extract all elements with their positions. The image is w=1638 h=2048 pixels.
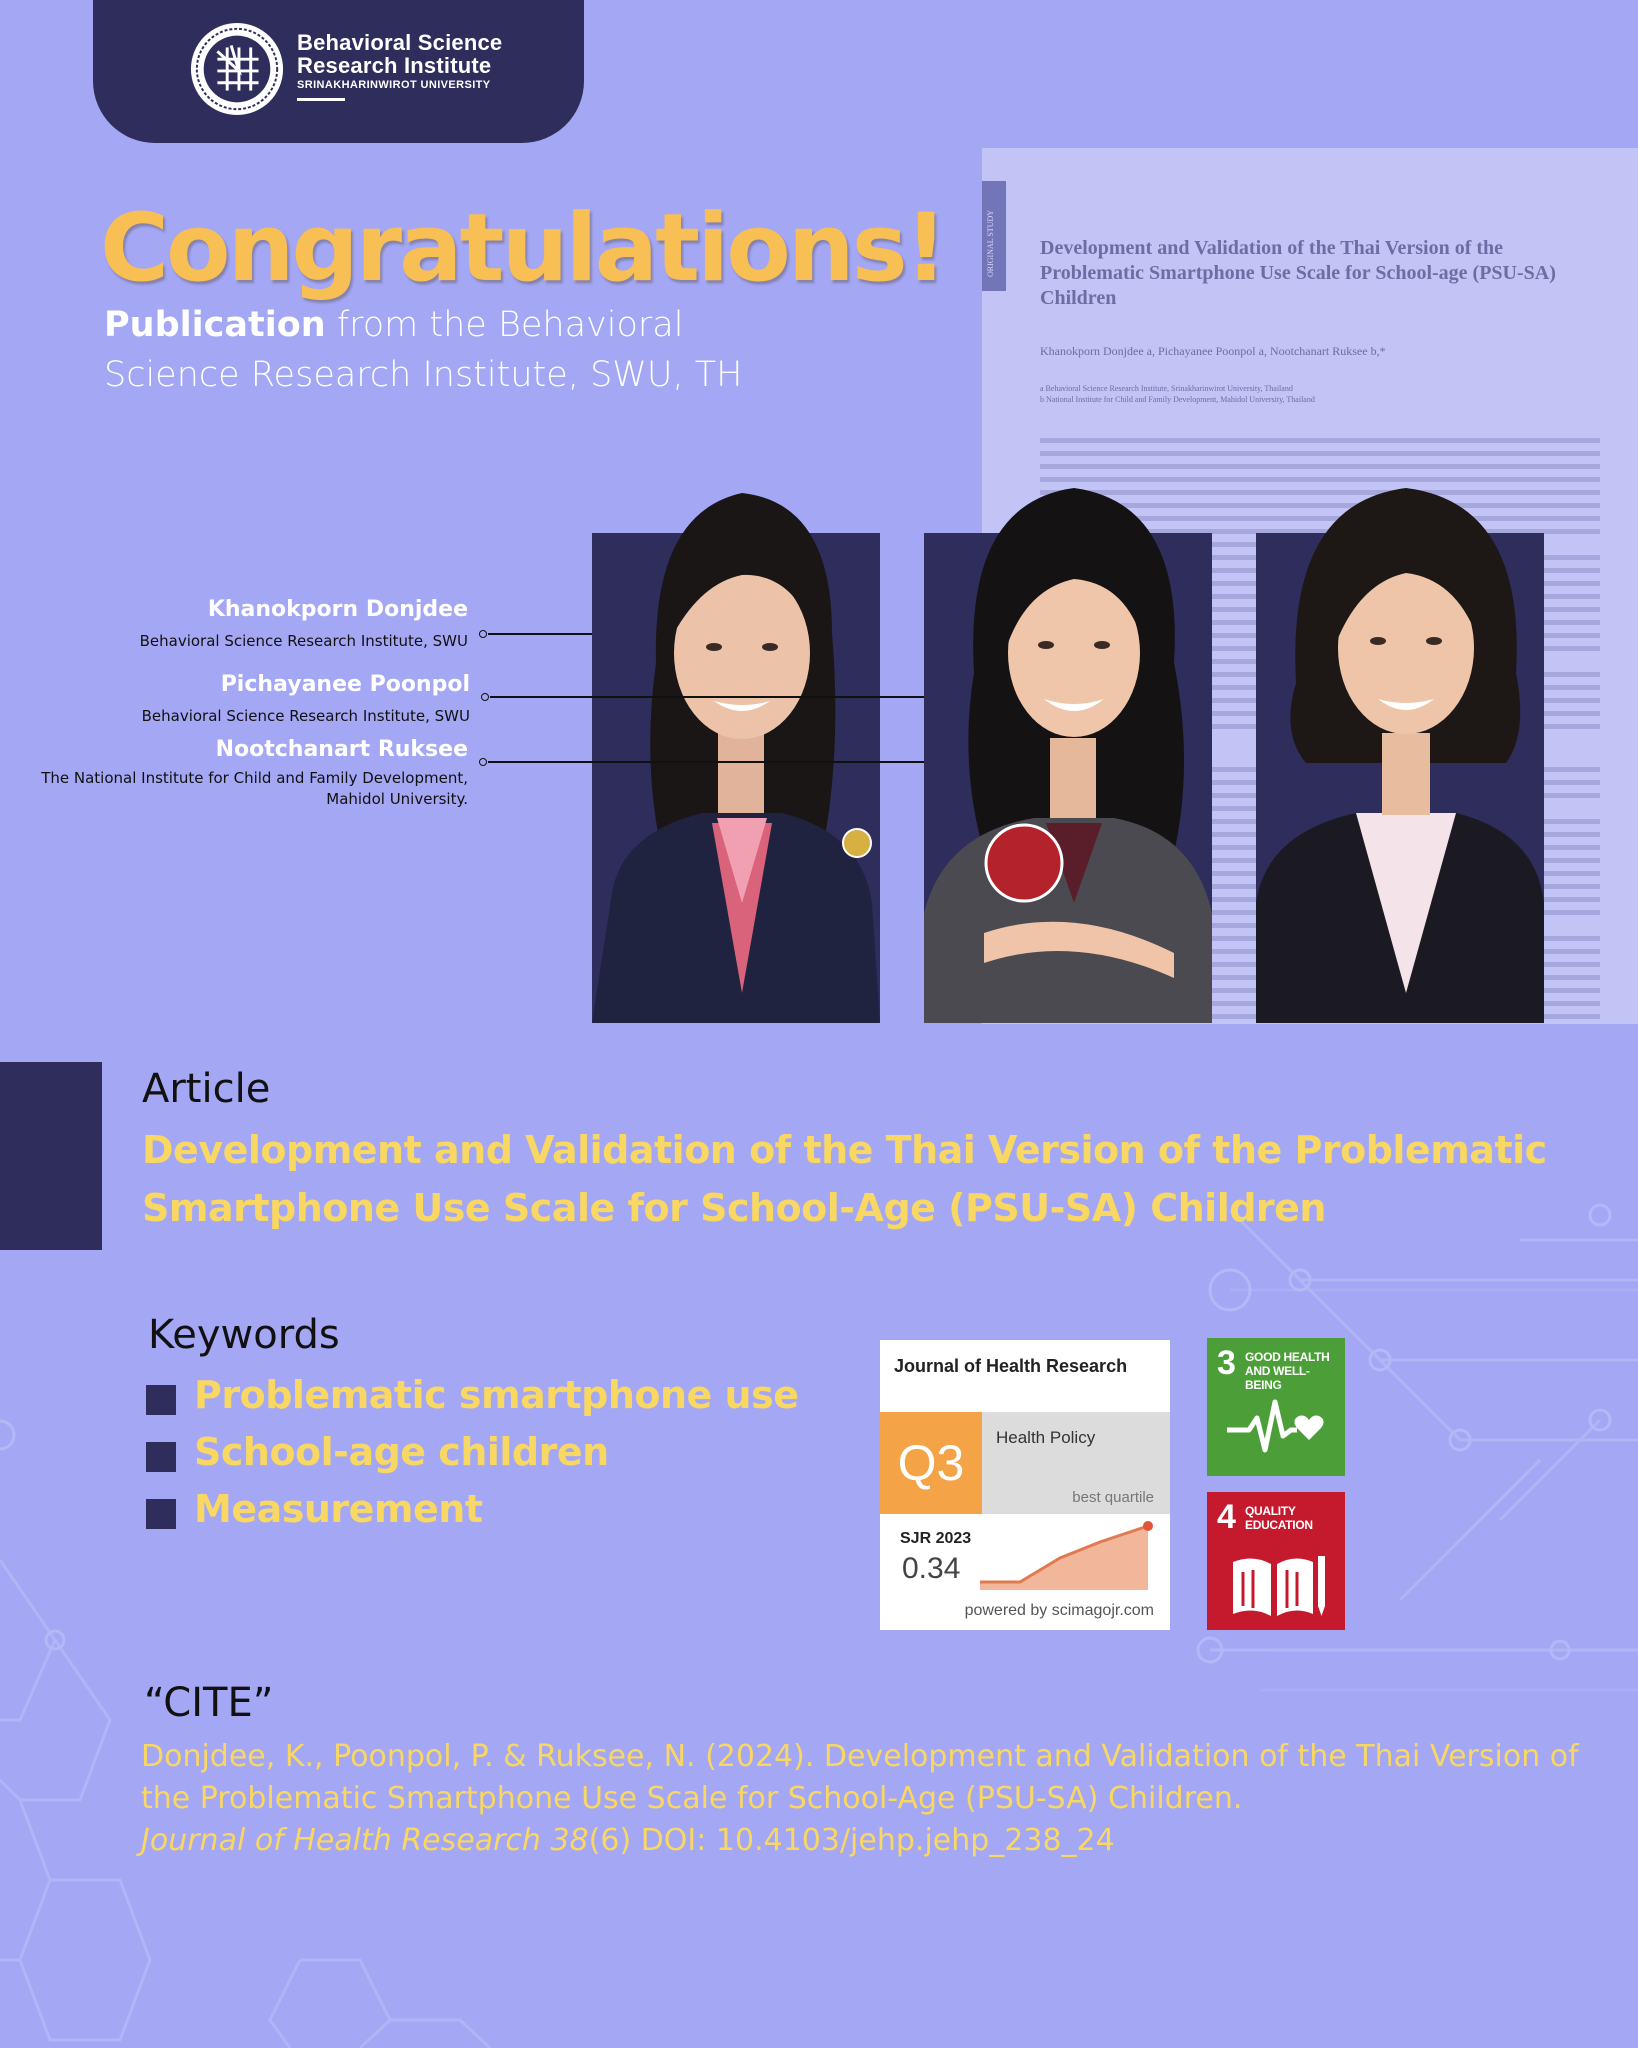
connector-line-1 <box>488 633 592 635</box>
author-name-3: Nootchanart Ruksee <box>215 737 468 762</box>
book-pencil-icon <box>1227 1542 1327 1622</box>
author-affiliation-1: Behavioral Science Research Institute, SWU <box>139 632 468 650</box>
sjr-value: 0.34 <box>902 1552 961 1585</box>
paper-authors: Khanokporn Donjdee a, Pichayanee Poonpol a, Nootchanart Ruksee b,* <box>1040 344 1386 358</box>
sdg-3-number: 3 <box>1217 1344 1236 1382</box>
article-accent-bar <box>0 1062 102 1250</box>
paper-affiliation-b: b National Institute for Child and Family Development, Mahidol University, Thailand <box>1040 395 1315 404</box>
author-photo-khanokporn <box>592 433 880 1023</box>
org-underline <box>297 98 345 101</box>
sdg-3-title: GOOD HEALTH AND WELL-BEING <box>1245 1350 1330 1392</box>
sdg-4-number: 4 <box>1217 1498 1236 1536</box>
sjr-best-quartile-label: best quartile <box>1072 1489 1154 1506</box>
cite-label: “CITE” <box>144 1680 274 1726</box>
sjr-badge <box>880 1340 1170 1630</box>
sjr-category: Health Policy <box>996 1428 1096 1447</box>
sjr-year-label: SJR 2023 <box>900 1530 972 1547</box>
paper-affiliation-a: a Behavioral Science Research Institute, Srinakharinwirot University, Thailand <box>1040 384 1293 393</box>
connector-dot-2 <box>481 693 489 701</box>
heartbeat-icon <box>1227 1388 1327 1468</box>
sjr-quartile-box <box>880 1412 982 1514</box>
sjr-quartile: Q3 <box>897 1435 965 1491</box>
paper-title: Development and Validation of the Thai Version of the Problematic Smartphone Use Scale for School-age (PSU-SA) Children <box>1040 237 1556 309</box>
connector-line-2 <box>490 696 924 698</box>
sdg-4-title: QUALITY EDUCATION <box>1245 1504 1313 1532</box>
subhead-bold: Publication <box>104 305 326 345</box>
sdg-4-tile <box>1207 1492 1345 1630</box>
citation-doi: (6) DOI: 10.4103/jehp.jehp_238_24 <box>588 1823 1115 1858</box>
author-photo-nootchanart <box>1256 433 1544 1023</box>
citation-journal: Journal of Health Research 38 <box>141 1823 589 1858</box>
connector-dot-1 <box>479 630 487 638</box>
author-affiliation-2: Behavioral Science Research Institute, SWU <box>141 707 470 725</box>
org-university: SRINAKHARINWIROT UNIVERSITY <box>297 79 491 91</box>
author-photo-pichayanee <box>924 433 1212 1023</box>
author-name-2: Pichayanee Poonpol <box>220 672 470 697</box>
keyword-bullet <box>146 1442 176 1472</box>
sjr-trend-sparkline <box>980 1518 1156 1590</box>
subhead <box>104 300 804 400</box>
article-label: Article <box>142 1066 271 1112</box>
org-name-line1: Behavioral Science <box>297 30 503 55</box>
paper-sidebar-text: ORIGINAL STUDY <box>986 209 995 277</box>
org-name-line2: Research Institute <box>297 53 492 78</box>
connector-dot-3 <box>479 758 487 766</box>
author-name-1: Khanokporn Donjdee <box>207 597 468 622</box>
keyword-text: School-age children <box>194 1430 609 1474</box>
author-affiliation-3-line2: Mahidol University. <box>326 790 468 808</box>
sjr-powered-by: powered by scimagojr.com <box>964 1602 1154 1619</box>
paper-sidebar <box>982 181 1006 291</box>
author-affiliation-3-line1: The National Institute for Child and Family Development, <box>41 769 468 787</box>
keyword-text: Measurement <box>194 1487 483 1531</box>
subhead-line2: Science Research Institute, SWU, TH <box>104 355 743 395</box>
sdg-3-tile <box>1207 1338 1345 1476</box>
sjr-category-box <box>982 1412 1170 1514</box>
article-title: Development and Validation of the Thai Version of the Problematic Smartphone Use Scale for School-Age (PSU-SA) Children <box>142 1128 1547 1230</box>
subhead-line1: from the Behavioral <box>325 305 684 345</box>
keyword-text: Problematic smartphone use <box>194 1373 799 1417</box>
header-logo-tab <box>93 0 584 143</box>
institute-seal-icon <box>188 20 286 118</box>
citation-text <box>141 1736 1611 1862</box>
keyword-bullet <box>146 1499 176 1529</box>
keyword-bullet <box>146 1385 176 1415</box>
sjr-journal-name: Journal of Health Research <box>894 1356 1128 1376</box>
headline: Congratulations! <box>100 194 945 303</box>
citation-body: Donjdee, K., Poonpol, P. & Ruksee, N. (2024). Development and Validation of the Thai Version of the Problematic Smartphone Use Scale for School-Age (PSU-SA) Children. <box>141 1739 1579 1816</box>
connector-line-3 <box>488 761 924 763</box>
keywords-label: Keywords <box>148 1312 340 1358</box>
